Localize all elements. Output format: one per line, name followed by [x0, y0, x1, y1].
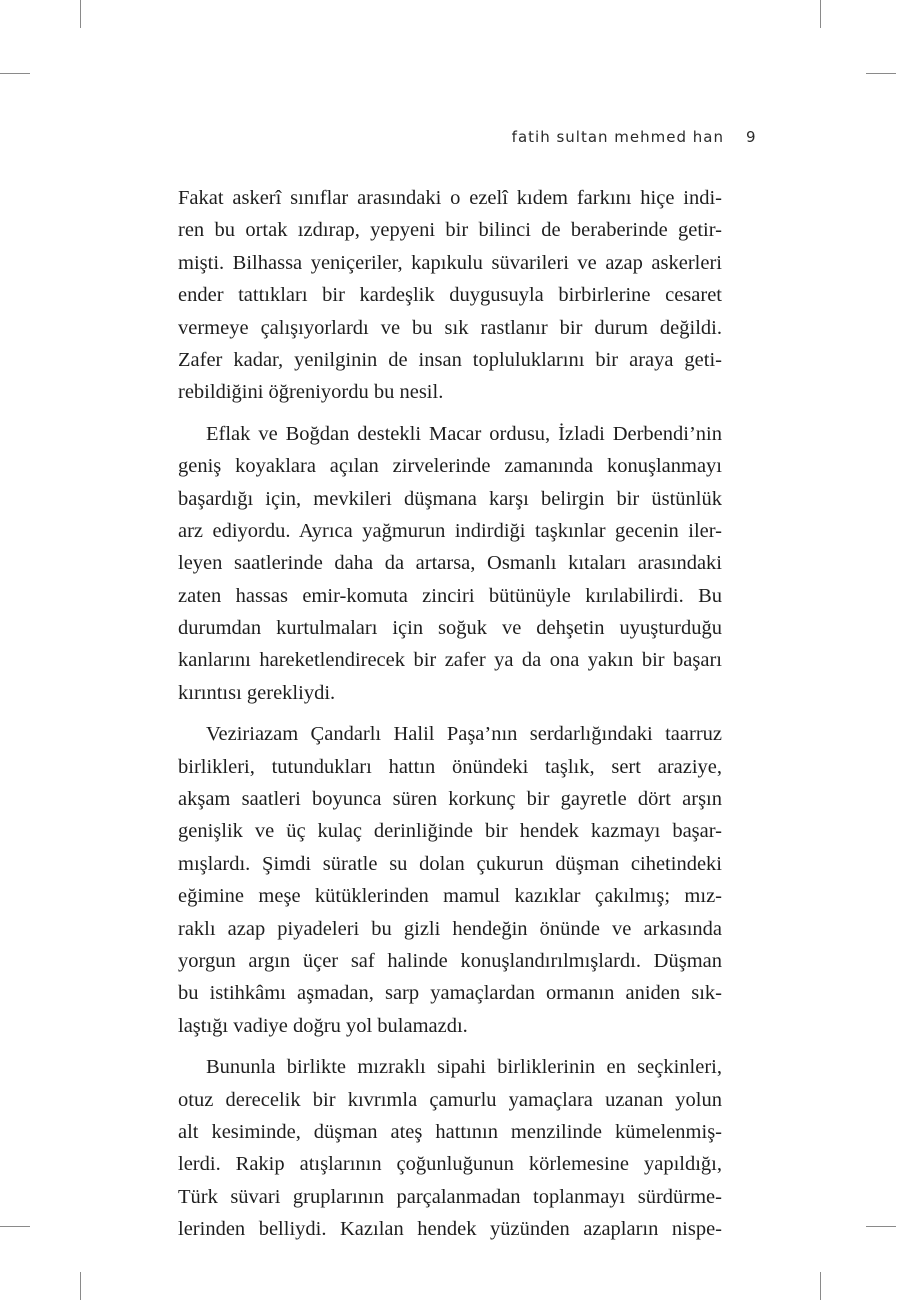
text-line: raklı azap piyadeleri bu gizli hendeğin önünde ve arkasında [178, 917, 722, 940]
paragraph [178, 718, 722, 1042]
text-line: ender tattıkları bir kardeşlik duygusuyla birbirlerine cesaret [178, 284, 722, 307]
page-number: 9 [746, 128, 757, 146]
crop-mark-bottom-left [80, 1272, 81, 1300]
crop-mark-top-left [80, 0, 81, 28]
paragraph [178, 418, 722, 710]
text-line: geniş koyaklara açılan zirvelerinde zamanında konuşlanmayı [178, 455, 722, 478]
text-line: Türk süvari gruplarının parçalanmadan toplanmayı sürdürme- [178, 1185, 722, 1208]
crop-mark-top-right [820, 0, 821, 28]
text-line: Bununla birlikte mızraklı sipahi birliklerinin en seçkinleri, [206, 1056, 722, 1079]
text-line: vermeye çalışıyorlardı ve bu sık rastlanır bir durum değildi. [178, 316, 722, 339]
text-line: Veziriazam Çandarlı Halil Paşa’nın serdarlığındaki taarruz [206, 723, 722, 746]
text-line: bu istihkâmı aşmadan, sarp yamaçlardan ormanın aniden sık- [178, 982, 722, 1005]
text-line: Eflak ve Boğdan destekli Macar ordusu, İzladi Derbendi’nin [206, 422, 722, 445]
text-line: zaten hassas emir-komuta zinciri bütünüyle kırılabilirdi. Bu [178, 584, 722, 607]
text-line: başardığı için, mevkileri düşmana karşı belirgin bir üstünlük [178, 487, 722, 510]
text-line: leyen saatlerinde daha da artarsa, Osmanlı kıtaları arasındaki [178, 552, 722, 575]
text-line: lerdi. Rakip atışlarının çoğunluğunun körlemesine yapıldığı, [178, 1153, 722, 1176]
text-line: ren bu ortak ızdırap, yepyeni bir bilinci de beraberinde getir- [178, 219, 722, 242]
text-line: kırıntısı gerekliydi. [178, 681, 336, 704]
text-line: laştığı vadiye doğru yol bulamazdı. [178, 1014, 468, 1037]
text-line: mışlardı. Şimdi süratle su dolan çukurun düşman cihetindeki [178, 852, 722, 875]
paragraph [178, 1051, 722, 1245]
paragraph [178, 182, 722, 409]
text-line: yorgun argın üçer saf halinde konuşlandırılmışlardı. Düşman [178, 949, 722, 972]
crop-mark-right-bottom [866, 1226, 896, 1227]
crop-mark-bottom-right [820, 1272, 821, 1300]
text-line: otuz derecelik bir kıvrımla çamurlu yamaçlara uzanan yolun [178, 1088, 722, 1111]
crop-mark-left-top [0, 73, 30, 74]
text-line: durumdan kurtulmaları için soğuk ve dehşetin uyuşturduğu [178, 617, 722, 640]
body-text [178, 182, 722, 1246]
crop-mark-left-bottom [0, 1226, 30, 1227]
text-line: genişlik ve üç kulaç derinliğinde bir hendek kazmayı başar- [178, 820, 722, 843]
text-line: akşam saatleri boyunca süren korkunç bir gayretle dört arşın [178, 788, 722, 811]
text-line: mişti. Bilhassa yeniçeriler, kapıkulu süvarileri ve azap askerleri [178, 251, 722, 274]
text-line: Zafer kadar, yenilginin de insan topluluklarını bir araya geti- [178, 348, 722, 371]
text-line: arz ediyordu. Ayrıca yağmurun indirdiği taşkınlar gecenin iler- [178, 519, 722, 542]
text-line: eğimine meşe kütüklerinden mamul kazıklar çakılmış; mız- [178, 885, 722, 908]
text-line: alt kesiminde, düşman ateş hattının menzilinde kümelenmiş- [178, 1120, 722, 1143]
running-head-title: fatih sultan mehmed han [511, 128, 724, 146]
running-head [511, 128, 757, 146]
text-line: lerinden belliydi. Kazılan hendek yüzünden azapların nispe- [178, 1218, 722, 1241]
crop-mark-right-top [866, 73, 896, 74]
text-line: kanlarını hareketlendirecek bir zafer ya da ona yakın bir başarı [178, 649, 722, 672]
text-line: rebildiğini öğreniyordu bu nesil. [178, 381, 444, 404]
text-line: birlikleri, tutundukları hattın önündeki taşlık, sert araziye, [178, 755, 722, 778]
text-line: Fakat askerî sınıflar arasındaki o ezelî kıdem farkını hiçe indi- [178, 187, 722, 209]
